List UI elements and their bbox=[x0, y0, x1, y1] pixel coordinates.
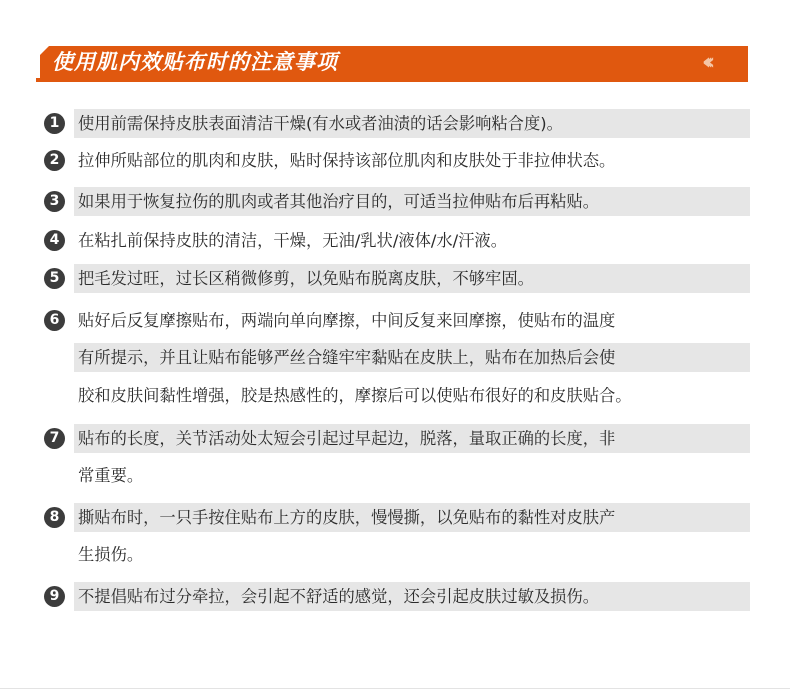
item-text: 贴好后反复摩擦贴布，两端向单向摩擦，中间反复来回摩擦，使贴布的温度 bbox=[78, 311, 616, 330]
item-text: 贴布的长度，关节活动处太短会引起过早起边，脱落，量取正确的长度，非 bbox=[74, 424, 750, 453]
item-text: 有所提示，并且让贴布能够严丝合缝牢牢黏贴在皮肤上，贴布在加热后会使 bbox=[74, 343, 750, 372]
item-text: 把毛发过旺，过长区稍微修剪，以免贴布脱离皮肤，不够牢固。 bbox=[74, 264, 750, 293]
number-badge: 9 bbox=[44, 586, 65, 607]
item-text: 生损伤。 bbox=[78, 545, 144, 564]
item-text: 常重要。 bbox=[78, 466, 144, 485]
number-badge: 4 bbox=[44, 230, 65, 251]
item-text: 拉伸所贴部位的肌肉和皮肤，贴时保持该部位肌肉和皮肤处于非拉伸状态。 bbox=[78, 151, 616, 170]
number-badge: 2 bbox=[44, 150, 65, 171]
item-text: 如果用于恢复拉伤的肌肉或者其他治疗目的，可适当拉伸贴布后再粘贴。 bbox=[74, 187, 750, 216]
number-badge: 3 bbox=[44, 191, 65, 212]
number-badge: 5 bbox=[44, 268, 65, 289]
bottom-divider bbox=[0, 688, 790, 689]
item-text: 撕贴布时，一只手按住贴布上方的皮肤，慢慢撕，以免贴布的黏性对皮肤产 bbox=[74, 503, 750, 532]
item-text: 在粘扎前保持皮肤的清洁，干燥，无油/乳状/液体/水/汗液。 bbox=[78, 231, 507, 250]
number-badge: 7 bbox=[44, 428, 65, 449]
item-text: 胶和皮肤间黏性增强，胶是热感性的，摩擦后可以使贴布很好的和皮肤贴合。 bbox=[78, 386, 632, 405]
number-badge: 8 bbox=[44, 507, 65, 528]
item-text: 不提倡贴布过分牵拉，会引起不舒适的感觉，还会引起皮肤过敏及损伤。 bbox=[74, 582, 750, 611]
page-title: 使用肌内效贴布时的注意事项 bbox=[52, 50, 338, 74]
double-chevron-left-icon: ‹‹‹ bbox=[702, 50, 709, 75]
number-badge: 1 bbox=[44, 113, 65, 134]
item-text: 使用前需保持皮肤表面清洁干燥(有水或者油渍的话会影响粘合度)。 bbox=[74, 109, 750, 138]
number-badge: 6 bbox=[44, 310, 65, 331]
